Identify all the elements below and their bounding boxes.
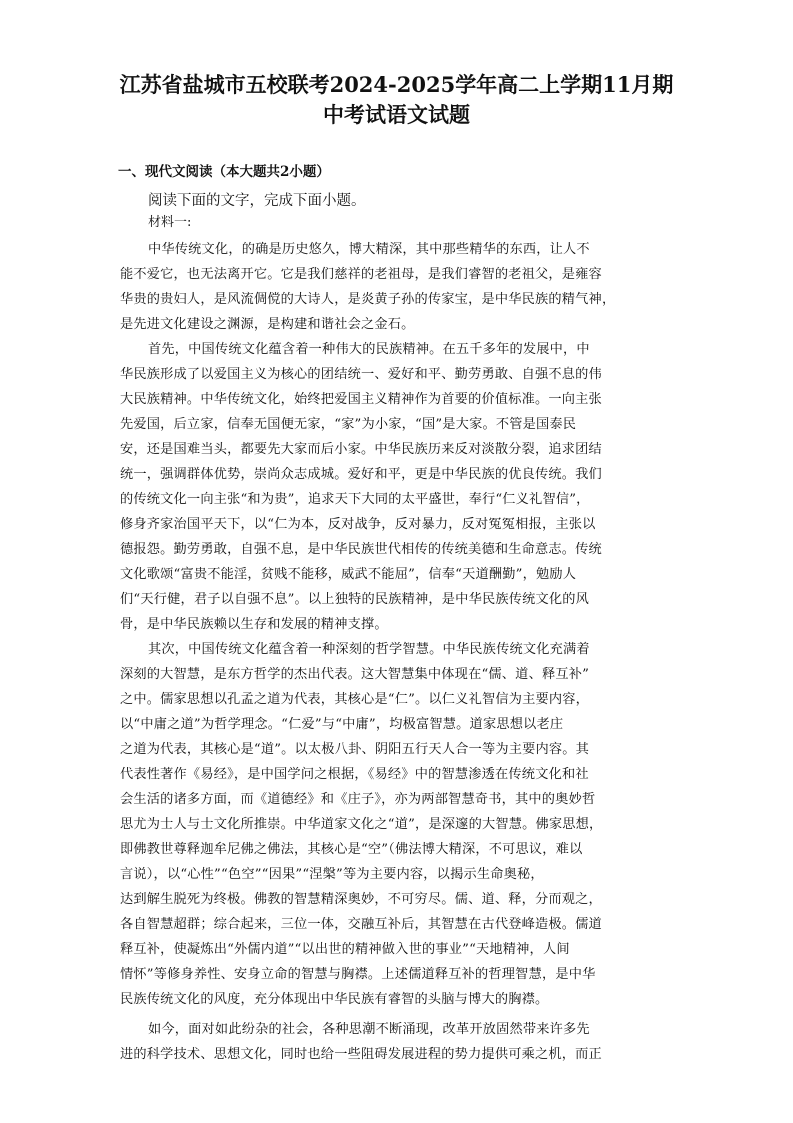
material-label: 材料一: [148, 215, 192, 230]
paragraph-line: 先爱国，后立家，信奉无国便无家，“家”为小家，“国”是大家。不管是国泰民 [120, 417, 577, 432]
paragraph-line: 统一，强调群体优势，崇尚众志成城。爱好和平，更是中华民族的优良传统。我们 [120, 467, 602, 482]
paragraph-line: 进的科学技术、思想文化，同时也给一些阻碍发展进程的势力提供可乘之机，而正 [120, 1047, 602, 1062]
paragraph-line: 民族传统文化的风度，充分体现出中华民族有睿智的头脑与博大的胸襟。 [120, 992, 549, 1007]
title-line-1: 江苏省盐城市五校联考2024-2025学年高二上学期11月期 [119, 72, 674, 97]
paragraph-line: 释互补，使凝炼出“外儒内道”“以出世的精神做入世的事业”“天地精神，人间 [120, 942, 570, 957]
paragraph-line: 们“天行健，君子以自强不息”。以上独特的民族精神，是中华民族传统文化的风 [120, 592, 590, 607]
paragraph-line: 之道为代表，其核心是“道”。以太极八卦、阴阳五行天人合一等为主要内容。其 [120, 742, 590, 757]
paragraph-line: 修身齐家治国平天下，以“仁为本，反对战争，反对暴力，反对冤冤相报，主张以 [120, 517, 596, 532]
paragraph-line: 以“中庸之道”为哲学理念。“仁爱”与“中庸”，均极富智慧。道家思想以老庄 [120, 717, 564, 732]
title-line-2: 中考试语文试题 [323, 102, 470, 127]
paragraph-line: 如今，面对如此纷杂的社会，各种思潮不断涌现，改革开放固然带来许多先 [148, 1022, 590, 1037]
paragraph-line: 华民族形成了以爱国主义为核心的团结统一、爱好和平、勤劳勇敢、自强不息的伟 [120, 367, 602, 382]
paragraph-line: 言说），以“心性”“色空”“因果”“涅槃”等为主要内容，以揭示生命奥秘， [120, 867, 544, 882]
paragraph-line: 大民族精神。中华传统文化，始终把爱国主义精神作为首要的价值标准。一向主张 [120, 392, 602, 407]
paragraph-line: 即佛教世尊释迦牟尼佛之佛法，其核心是“空”（佛法博大精深，不可思议，难以 [120, 842, 583, 857]
document-title [95, 70, 698, 130]
paragraph-line: 首先，中国传统文化蕴含着一种伟大的民族精神。在五千多年的发展中，中 [148, 342, 590, 357]
paragraph-line: 其次，中国传统文化蕴含着一种深刻的哲学智慧。中华民族传统文化充满着 [148, 642, 590, 657]
paragraph-line: 达到解生脱死为终极。佛教的智慧精深奥妙，不可穷尽。儒、道、释，分而观之， [120, 892, 602, 907]
paragraph-line: 情怀”等修身养性、安身立命的智慧与胸襟。上述儒道释互补的哲理智慧，是中华 [120, 967, 596, 982]
paragraph-line: 是先进文化建设之渊源，是构建和谐社会之金石。 [120, 317, 415, 332]
section-heading: 一、现代文阅读（本大题共2小题） [118, 164, 330, 180]
paragraph-line: 华贵的贵妇人，是风流倜傥的大诗人，是炎黄子孙的传家宝，是中华民族的精气神， [120, 292, 616, 307]
paragraph-line: 文化歌颂“富贵不能淫，贫贱不能移，威武不能屈”，信奉“天道酬勤”，勉励人 [120, 567, 577, 582]
instruction-text: 阅读下面的文字，完成下面小题。 [148, 193, 366, 209]
paragraph-line: 安，还是国难当头，都要先大家而后小家。中华民族历来反对淡散分裂，追求团结 [120, 442, 602, 457]
paragraph-line: 的传统文化一向主张“和为贵”，追求天下大同的太平盛世，奉行“仁义礼智信”， [120, 492, 590, 507]
paragraph-line: 之中。儒家思想以孔孟之道为代表，其核心是“仁”。以仁义礼智信为主要内容， [120, 692, 590, 707]
paragraph-line: 各自智慧超群；综合起来，三位一体，交融互补后，其智慧在古代登峰造极。儒道 [120, 917, 602, 932]
paragraph-line: 会生活的诸多方面，而《道德经》和《庄子》，亦为两部智慧奇书，其中的奥妙哲 [120, 792, 596, 807]
paragraph-line: 骨，是中华民族赖以生存和发展的精神支撑。 [120, 617, 388, 632]
paragraph-line: 深刻的大智慧，是东方哲学的杰出代表。这大智慧集中体现在“儒、道、释互补” [120, 667, 590, 682]
paragraph-line: 中华传统文化，的确是历史悠久，博大精深，其中那些精华的东西，让人不 [148, 242, 590, 257]
paragraph-line: 能不爱它，也无法离开它。它是我们慈祥的老祖母，是我们睿智的老祖父，是雍容 [120, 267, 602, 282]
paragraph-line: 思尤为士人与士文化所推崇。中华道家文化之“道”，是深邃的大智慧。佛家思想， [120, 817, 603, 832]
paragraph-line: 代表性著作《易经》，是中国学问之根据，《易经》中的智慧渗透在传统文化和社 [120, 767, 589, 782]
paragraph-line: 德报怨。勤劳勇敢，自强不息，是中华民族世代相传的传统美德和生命意志。传统 [120, 542, 602, 557]
